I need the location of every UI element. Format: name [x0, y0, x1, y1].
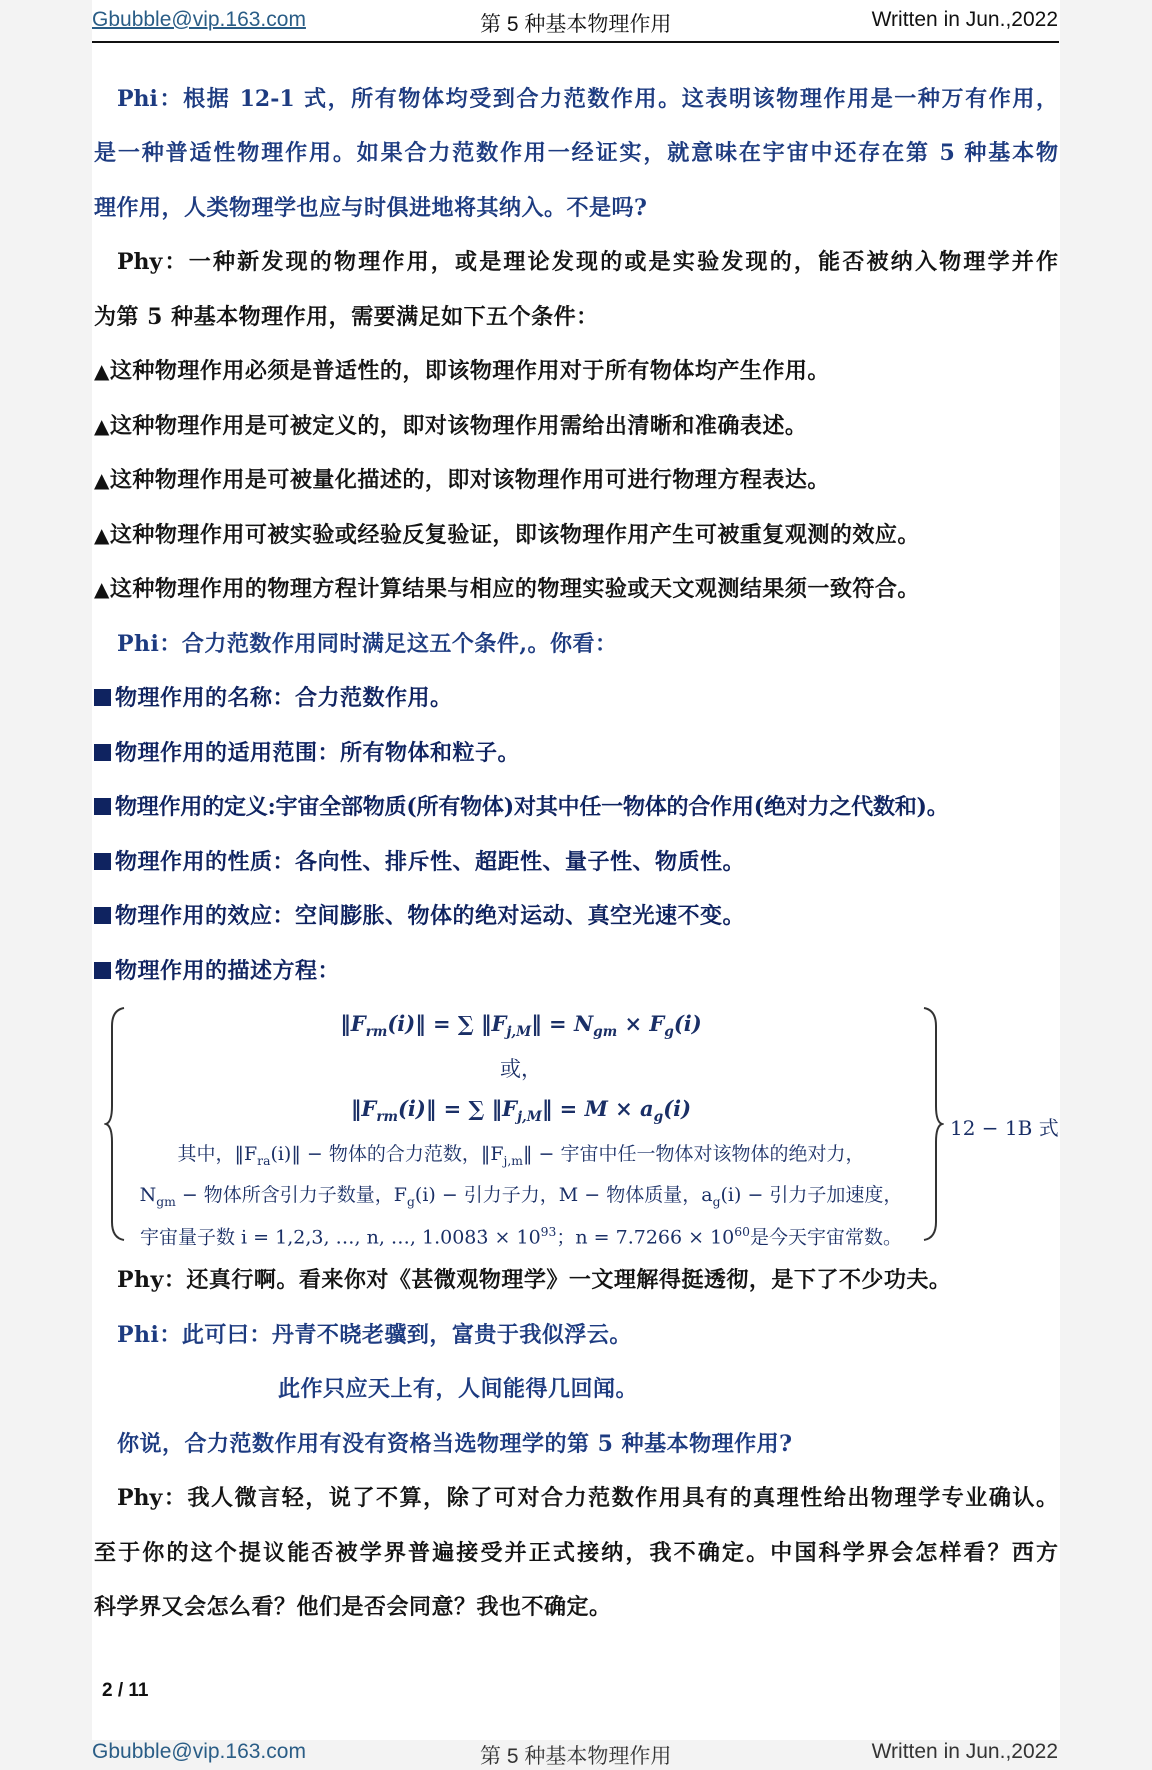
equation-segment: ‖ − 宇宙中任一物体对该物体的绝对力， [523, 1143, 865, 1165]
equation-segment: (i) [663, 1096, 692, 1121]
equation-line [134, 1055, 908, 1083]
triangle-bullet-icon: ▲ [94, 468, 110, 492]
property-text: 物理作用的名称：合力范数作用。 [115, 685, 453, 711]
equation-segment: 其中，‖F [177, 1143, 258, 1165]
equation-segment: j,m [503, 1153, 523, 1168]
property-item [94, 847, 1058, 877]
equation-segment: ‖ = M × a [541, 1096, 654, 1121]
condition-item [94, 356, 1058, 386]
paragraph-line: Phi：根据 12-1 式，所有物体均受到合力范数作用。这表明该物理作用是一种万有作用， [117, 86, 1058, 112]
property-item [94, 683, 1058, 713]
next-page-header-title: 第 5 种基本物理作用 [480, 1745, 672, 1768]
next-page-header-date: Written in Jun.,2022 [871, 1740, 1058, 1763]
paragraph-line: 此作只应天上有，人间能得几回闻。 [278, 1376, 639, 1402]
page-number: 2 / 11 [102, 1680, 149, 1701]
triangle-bullet-icon: ▲ [94, 577, 110, 601]
equation-label: 12 − 1B 式 [950, 1116, 1059, 1140]
header-date: Written in Jun.,2022 [871, 8, 1058, 31]
right-brace-icon [920, 1006, 944, 1242]
equation-segment: g [407, 1194, 415, 1209]
equation-segment: gm [593, 1024, 618, 1041]
property-text: 物理作用的描述方程： [115, 958, 341, 984]
equation-segment: 60 [734, 1225, 750, 1239]
triangle-bullet-icon: ▲ [94, 523, 110, 547]
equation-segment: N [139, 1184, 157, 1206]
equation-segment: (i)‖ − 物体的合力范数，‖F [270, 1143, 504, 1165]
equation-line [134, 1140, 908, 1175]
property-text: 物理作用的性质：各向性、排斥性、超距性、量子性、物质性。 [115, 849, 746, 875]
equation-segment: rm [376, 1109, 398, 1126]
header-email-link[interactable]: Gbubble@vip.163.com [92, 8, 306, 31]
equation-line [134, 1181, 908, 1216]
condition-item [94, 520, 1058, 550]
equation-segment: (i) [673, 1011, 702, 1036]
equation-segment: ‖F [340, 1011, 366, 1036]
square-bullet-icon [94, 853, 111, 870]
equation-segment: − 物体所含引力子数量，F [175, 1184, 407, 1206]
paragraph-line: 是一种普适性物理作用。如果合力范数作用一经证实，就意味在宇宙中还存在第 5 种基本物 [94, 140, 1058, 166]
paragraph-line: 理作用，人类物理学也应与时俱进地将其纳入。不是吗? [94, 195, 648, 221]
paragraph-line: Phi：合力范数作用同时满足这五个条件,。你看： [117, 631, 618, 657]
property-item [94, 956, 1058, 986]
property-item [94, 738, 1058, 768]
condition-text: 这种物理作用是可被量化描述的，即对该物理作用可进行物理方程表达。 [109, 467, 830, 493]
property-text: 物理作用的效应：空间膨胀、物体的绝对运动、真空光速不变。 [115, 903, 746, 929]
paragraph-line: 为第 5 种基本物理作用，需要满足如下五个条件： [94, 304, 599, 330]
equation-segment: ra [257, 1153, 271, 1168]
equation-segment: 是今天宇宙常数。 [750, 1226, 903, 1249]
equation-segment: j,M [517, 1109, 542, 1126]
equation-segment: × F [617, 1011, 665, 1036]
square-bullet-icon [94, 744, 111, 761]
paragraph-line: Phy：一种新发现的物理作用，或是理论发现的或是实验发现的，能否被纳入物理学并作 [117, 249, 1058, 275]
equation-line [134, 1218, 908, 1251]
equation-segment: j,M [506, 1024, 532, 1041]
equation-segment: ；n = 7.7266 × 10 [556, 1226, 735, 1249]
equation-segment: (i) − 引力子加速度， [720, 1184, 903, 1206]
condition-text: 这种物理作用是可被定义的，即对该物理作用需给出清晰和准确表述。 [109, 413, 808, 439]
paragraph-line: Phy：我人微言轻，说了不算，除了可对合力范数作用具有的真理性给出物理学专业确认。 [117, 1485, 1058, 1511]
equation-segment: g [664, 1024, 674, 1041]
paragraph-line: Phi：此可曰：丹青不晓老骥到，富贵于我似浮云。 [117, 1322, 632, 1348]
paragraph-line: 至于你的这个提议能否被学界普遍接受并正式接纳，我不确定。中国科学界会怎样看？西方 [94, 1540, 1058, 1566]
equation-segment: (i)‖ = ∑ ‖F [397, 1096, 518, 1121]
condition-item [94, 411, 1058, 441]
equation-segment: (i) − 引力子力，M − 物体质量，a [414, 1184, 713, 1206]
condition-text: 这种物理作用必须是普适性的，即该物理作用对于所有物体均产生作用。 [109, 358, 830, 384]
square-bullet-icon [94, 689, 111, 706]
header-divider [92, 41, 1059, 43]
equation-segment: 93 [540, 1225, 557, 1239]
property-item [94, 792, 1058, 822]
equation-segment: gm [156, 1194, 176, 1209]
equation-segment: (i)‖ = ∑ ‖F [387, 1011, 507, 1036]
paragraph-line: 你说，合力范数作用有没有资格当选物理学的第 5 种基本物理作用? [117, 1431, 793, 1457]
equation-line [134, 1010, 908, 1046]
condition-item [94, 574, 1058, 604]
next-page-header-email: Gbubble@vip.163.com [92, 1740, 306, 1763]
triangle-bullet-icon: ▲ [94, 359, 110, 383]
property-text: 物理作用的适用范围：所有物体和粒子。 [115, 740, 521, 766]
equation-segment: g [712, 1194, 721, 1209]
equation-segment: ‖ = N [531, 1011, 594, 1036]
condition-item [94, 465, 1058, 495]
square-bullet-icon [94, 907, 111, 924]
condition-text: 这种物理作用的物理方程计算结果与相应的物理实验或天文观测结果须一致符合。 [109, 576, 920, 602]
square-bullet-icon [94, 962, 111, 979]
equation-segment: ‖F [350, 1096, 377, 1121]
equation-segment: 宇宙量子数 i = 1,2,3, …, n, …, 1.0083̇ × 10 [139, 1226, 541, 1249]
property-text: 物理作用的定义:宇宙全部物质(所有物体)对其中任一物体的合作用(绝对力之代数和)。 [115, 794, 949, 820]
condition-text: 这种物理作用可被实验或经验反复验证，即该物理作用产生可被重复观测的效应。 [109, 522, 920, 548]
header-title: 第 5 种基本物理作用 [480, 13, 672, 36]
equation-line [134, 1095, 908, 1131]
left-brace-icon [104, 1006, 128, 1242]
property-item [94, 901, 1058, 931]
equation-segment: 或， [500, 1057, 542, 1081]
square-bullet-icon [94, 798, 111, 815]
triangle-bullet-icon: ▲ [94, 414, 110, 438]
paragraph-line: 科学界又会怎么看？他们是否会同意？我也不确定。 [94, 1594, 612, 1620]
paragraph-line: Phy：还真行啊。看来你对《甚微观物理学》一文理解得挺透彻，是下了不少功夫。 [117, 1267, 952, 1293]
equation-segment: rm [365, 1024, 388, 1041]
equation-segment: g [653, 1109, 664, 1126]
